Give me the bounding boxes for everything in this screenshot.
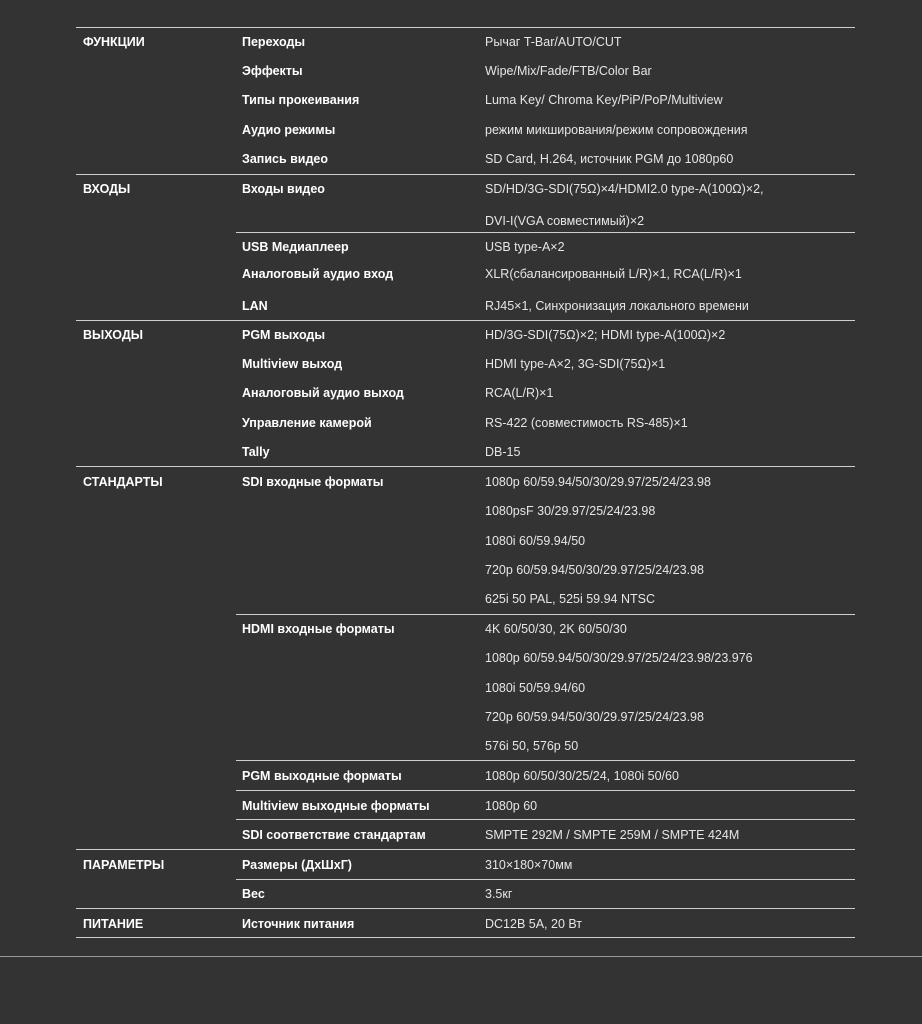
row-divider — [236, 760, 855, 761]
section-title-parameters: ПАРАМЕТРЫ — [83, 858, 165, 872]
spec-label: Входы видео — [242, 182, 325, 196]
spec-value: режим микширования/режим сопровождения — [485, 123, 748, 137]
spec-label: Вес — [242, 887, 265, 901]
spec-label: USB Медиаплеер — [242, 240, 349, 254]
spec-value: 720p 60/59.94/50/30/29.97/25/24/23.98 — [485, 710, 704, 724]
spec-label: HDMI входные форматы — [242, 622, 395, 636]
spec-value: Рычаг T-Bar/AUTO/CUT — [485, 35, 622, 49]
section-divider — [76, 174, 855, 175]
row-divider — [236, 879, 855, 880]
spec-value: XLR(сбалансированный L/R)×1, RCA(L/R)×1 — [485, 267, 742, 281]
spec-value: 576i 50, 576p 50 — [485, 739, 579, 753]
spec-value: DC12В 5А, 20 Вт — [485, 917, 583, 931]
spec-label: PGM выходные форматы — [242, 769, 402, 783]
section-title-power: ПИТАНИЕ — [83, 917, 144, 931]
table-top-divider — [76, 27, 855, 28]
row-divider — [236, 819, 855, 820]
spec-value: 1080p 60 — [485, 799, 538, 813]
spec-label: Multiview выходные форматы — [242, 799, 430, 813]
spec-value: SMPTE 292M / SMPTE 259M / SMPTE 424M — [485, 828, 740, 842]
spec-value: SD Card, H.264, источник PGM до 1080p60 — [485, 152, 734, 166]
spec-value: 1080i 50/59.94/60 — [485, 681, 586, 695]
spec-value: Wipe/Mix/Fade/FTB/Color Bar — [485, 64, 652, 78]
spec-value: 1080i 60/59.94/50 — [485, 534, 586, 548]
row-divider — [236, 614, 855, 615]
spec-label: Multiview выход — [242, 357, 343, 371]
spec-label: LAN — [242, 299, 268, 313]
spec-value: 4K 60/50/30, 2K 60/50/30 — [485, 622, 627, 636]
section-title-outputs: ВЫХОДЫ — [83, 328, 143, 342]
spec-value: DB-15 — [485, 445, 521, 459]
spec-value: RCA(L/R)×1 — [485, 386, 554, 400]
spec-value: 1080p 60/59.94/50/30/29.97/25/24/23.98/23.976 — [485, 651, 753, 665]
spec-value: 625i 50 PAL, 525i 59.94 NTSC — [485, 592, 656, 606]
spec-label: Размеры (ДхШхГ) — [242, 858, 352, 872]
spec-value: 720p 60/59.94/50/30/29.97/25/24/23.98 — [485, 563, 704, 577]
section-title-inputs: ВХОДЫ — [83, 182, 131, 196]
spec-label: Аудио режимы — [242, 123, 336, 137]
section-divider — [76, 466, 855, 467]
spec-value: DVI-I(VGA совместимый)×2 — [485, 214, 645, 228]
spec-label: Аналоговый аудио вход — [242, 267, 394, 281]
spec-label: Источник питания — [242, 917, 355, 931]
spec-label: Запись видео — [242, 152, 329, 166]
table-bottom-divider — [76, 937, 855, 938]
spec-value: 1080psF 30/29.97/25/24/23.98 — [485, 504, 656, 518]
spec-value: RJ45×1, Синхронизация локального времени — [485, 299, 749, 313]
spec-value: HDMI type-A×2, 3G-SDI(75Ω)×1 — [485, 357, 666, 371]
spec-label: Tally — [242, 445, 270, 459]
section-divider — [76, 320, 855, 321]
spec-value: 3.5кг — [485, 887, 513, 901]
row-divider — [236, 790, 855, 791]
spec-label: Эффекты — [242, 64, 303, 78]
spec-label: SDI соответствие стандартам — [242, 828, 426, 842]
section-divider — [76, 908, 855, 909]
spec-value: Luma Key/ Chroma Key/PiP/PoP/Multiview — [485, 93, 723, 107]
spec-value: 310×180×70мм — [485, 858, 573, 872]
spec-value: HD/3G-SDI(75Ω)×2; HDMI type-A(100Ω)×2 — [485, 328, 726, 342]
spec-value: RS-422 (совместимость RS-485)×1 — [485, 416, 688, 430]
spec-value: 1080p 60/50/30/25/24, 1080i 50/60 — [485, 769, 679, 783]
spec-value: 1080p 60/59.94/50/30/29.97/25/24/23.98 — [485, 475, 711, 489]
spec-label: Управление камерой — [242, 416, 372, 430]
section-divider — [76, 849, 855, 850]
spec-label: Типы прокеивания — [242, 93, 360, 107]
spec-label: Аналоговый аудио выход — [242, 386, 404, 400]
spec-label: SDI входные форматы — [242, 475, 384, 489]
spec-value: USB type-A×2 — [485, 240, 565, 254]
row-divider — [236, 232, 855, 233]
section-title-standards: СТАНДАРТЫ — [83, 475, 163, 489]
page-footer-divider — [0, 956, 922, 957]
section-title-functions: ФУНКЦИИ — [83, 35, 145, 49]
spec-label: PGM выходы — [242, 328, 326, 342]
spec-label: Переходы — [242, 35, 306, 49]
spec-value: SD/HD/3G-SDI(75Ω)×4/HDMI2.0 type-A(100Ω)×2, — [485, 182, 764, 196]
